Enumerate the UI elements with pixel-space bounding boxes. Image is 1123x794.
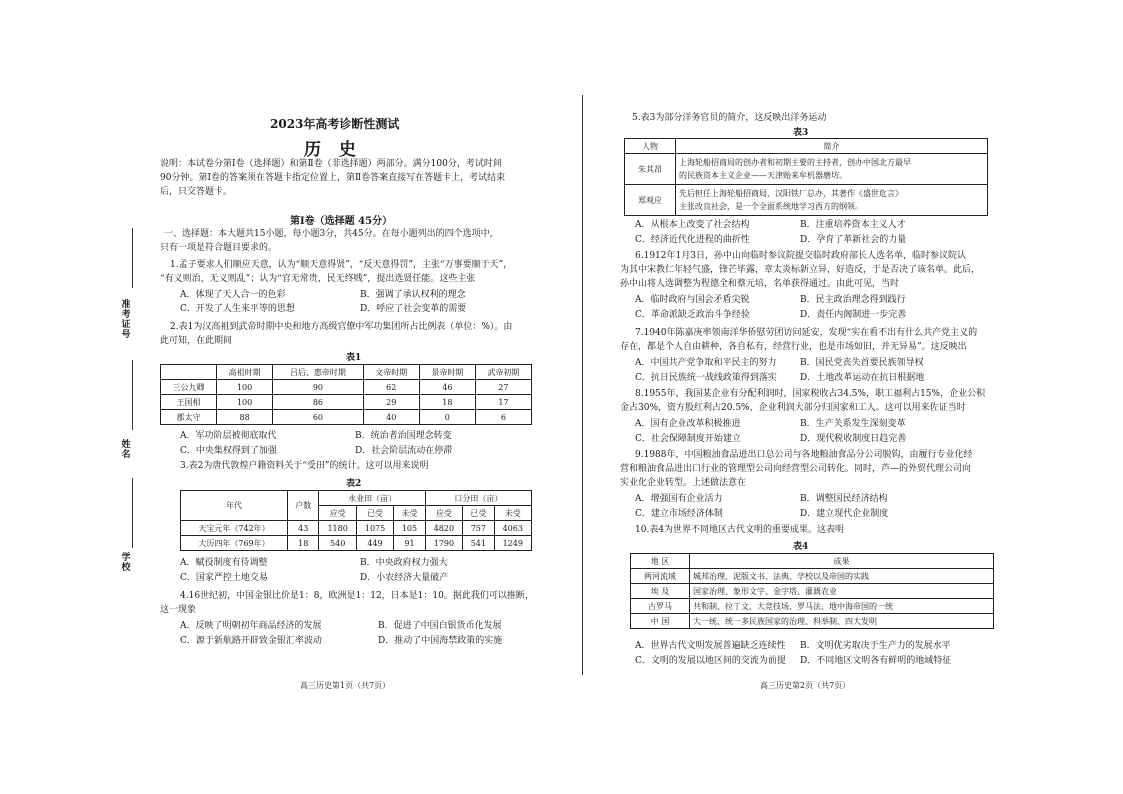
table-cell: [676, 185, 988, 216]
q1-option-d: D．呼应了社会变革的需要: [360, 304, 467, 314]
table-row: [625, 185, 988, 216]
question-7-stem: 7.1940年陈嘉庚率领南洋华侨慰劳团访问延安，发现“实在看不出有什么共产党主义的: [635, 328, 978, 338]
table-header: 年代: [181, 491, 288, 521]
table-cell: 43: [288, 521, 319, 536]
table-cell-line: 主张改良社会，是一个全面系统地学习西方的纲领。: [679, 202, 863, 211]
q2-option-c: C．中央集权得到了加强: [180, 446, 277, 456]
q4-option-b: B．促进了中国白银货币化发展: [378, 621, 502, 631]
table-cell: 90: [273, 380, 364, 395]
table-header: [161, 365, 217, 380]
table-row: [161, 380, 532, 395]
q3-option-b: B．中央政府权力强大: [360, 558, 448, 568]
question-9-stem: 实业化企业转型。上述做法意在: [620, 478, 747, 488]
table-cell: 天宝元年（742年）: [181, 521, 288, 536]
table-cell: 共和制、拉丁文、大竞技场、罗马法、地中海帝国的一统: [690, 599, 994, 614]
table-cell: 62: [363, 380, 419, 395]
question-6-stem: 6.1912年1月3日，孙中山向临时参议院提交临时政府部长人选名单，临时参议院认: [635, 251, 966, 261]
table-cell: 6: [475, 410, 531, 425]
table-cell: 1790: [425, 536, 462, 551]
question-7-stem: 存在，都是个人自由耕种，各自私有，经营行业，也是市场如旧，并无异易”。这反映出: [620, 342, 967, 352]
table-header-row: [625, 139, 988, 154]
table-cell: 46: [419, 380, 475, 395]
q7-option-d: D．土地改革运动在抗日根据地: [800, 373, 925, 383]
table-header: 未受: [494, 506, 531, 521]
table-header: 文帝时期: [363, 365, 419, 380]
table-cell: 国家治理、象形文字、金字塔、灌溉农业: [690, 584, 994, 599]
table-cell: 0: [419, 410, 475, 425]
q3-option-c: C．国家严控土地交易: [180, 573, 268, 583]
table-cell: 埃 及: [631, 584, 690, 599]
table-cell: 郑观应: [625, 185, 676, 216]
section-intro: 只有一项是符合题目要求的。: [160, 243, 278, 253]
table-header: 已受: [356, 506, 393, 521]
table-cell: 17: [475, 395, 531, 410]
table-cell: 三公九卿: [161, 380, 217, 395]
section-intro: 一、选择题：本大题共15小题，每小题3分，共45分。在每小题列出的四个选项中，: [164, 229, 499, 239]
table-cell: 105: [394, 521, 425, 536]
q9-option-a: A．增强国有企业活力: [635, 494, 723, 504]
question-4-stem: 4.16世纪初，中国金银比价是1：8，欧洲是1：12，日本是1：10。据此我们可以推断，: [180, 591, 534, 601]
table-row: [625, 154, 988, 185]
exam-title: 2023年高考诊断性测试: [270, 117, 400, 131]
q5-option-c: C．经济近代化进程的曲折性: [635, 235, 750, 245]
q5-option-d: D．孕育了革新社会的力量: [800, 235, 907, 245]
exam-number-label: 准考证号: [121, 300, 131, 340]
q6-option-a: A．临时政府与国会矛盾尖锐: [635, 295, 750, 305]
table-cell: 100: [217, 380, 273, 395]
table-row: [161, 395, 532, 410]
table-cell: 大一统、统一多民族国家的治理、科举制、四大发明: [690, 614, 994, 629]
question-6-stem: 孙中山将人选调整为程德全和蔡元培，名单获得通过。由此可见，当时: [620, 279, 900, 289]
table-header-row: [161, 365, 532, 380]
q10-option-d: D．不同地区文明各有鲜明的地域特征: [800, 656, 952, 666]
q7-option-a: A．中国共产党争取和平民主的努力: [635, 358, 777, 368]
table-cell: 18: [288, 536, 319, 551]
table-header: 武帝初期: [475, 365, 531, 380]
q7-option-c: C．抗日民族统一战线政策得到落实: [635, 373, 777, 383]
table-1-caption: 表1: [346, 353, 362, 363]
subject-title: 历 史: [304, 140, 362, 160]
page-footer: 高三历史第1页（共7页）: [300, 681, 391, 690]
table-header: 成果: [690, 554, 994, 569]
table-cell: 4820: [425, 521, 462, 536]
question-1-stem: 1.孟子要求人们顺应天意，认为“顺天意得贤”，“反天意得罚”，主张“万事要顺于天”，: [170, 260, 513, 270]
binding-line: [132, 360, 133, 430]
table-header: 户数: [288, 491, 319, 521]
table-cell: 100: [217, 395, 273, 410]
table-header-row: [631, 554, 994, 569]
question-8-stem: 8.1955年，我国某企业有分配利润时，国家税收占34.5%，职工福利占15%，企业公积: [635, 389, 986, 399]
table-row: [181, 521, 532, 536]
table-header: 应受: [425, 506, 462, 521]
q9-option-b: B．调整国民经济结构: [800, 494, 888, 504]
instruction-line: 后，只交答题卡。: [160, 187, 233, 197]
q6-option-b: B．民主政治理念得到践行: [800, 295, 906, 305]
school-label: 学校: [121, 553, 131, 573]
table-cell: 中 国: [631, 614, 690, 629]
table-row: [631, 614, 994, 629]
q3-option-a: A．赋役制度有待调整: [180, 558, 268, 568]
table-cell-line: 上海轮船招商局的创办者和初期主要的主持者，创办中国北方最早: [679, 158, 911, 167]
q10-option-b: B．文明优劣取决于生产力的发展水平: [800, 641, 951, 651]
page-footer: 高三历史第2页（共7页）: [760, 681, 851, 690]
table-row: [631, 569, 994, 584]
q10-option-c: C．文明的发展以地区间的交流为前提: [635, 656, 786, 666]
table-header: 吕后、惠帝时期: [273, 365, 364, 380]
question-3-stem: 3.表2为唐代敦煌户籍资料关于“受田”的统计。这可以用来说明: [180, 461, 429, 471]
q4-option-a: A．反映了明朝初年商品经济的发展: [180, 621, 322, 631]
table-cell: 城邦治理、泥版文书、法典、学校以及帝国的实践: [690, 569, 994, 584]
table-header: 人物: [625, 139, 676, 154]
question-5-stem: 5.表3为部分洋务官员的简介，这反映出洋务运动: [632, 113, 827, 123]
q1-option-a: A．体现了天人合一的色彩: [180, 290, 286, 300]
table-cell: 古罗马: [631, 599, 690, 614]
table-row: [181, 536, 532, 551]
table-header: 景帝时期: [419, 365, 475, 380]
q5-option-a: A．从根本上改变了社会结构: [635, 220, 750, 230]
table-cell: 两河流域: [631, 569, 690, 584]
table-cell: 86: [273, 395, 364, 410]
table-cell: 449: [356, 536, 393, 551]
q8-option-c: C．社会保障制度开始建立: [635, 434, 741, 444]
q8-option-d: D．现代税收制度日趋完善: [800, 434, 907, 444]
table-cell: 540: [319, 536, 356, 551]
table-header-row: [181, 491, 532, 506]
question-6-stem: 为其中宋教仁年轻气盛，锋芒毕露，章太炎标新立异，好造反，于是否决了该名单。此后，: [620, 265, 981, 275]
table-cell: 91: [394, 536, 425, 551]
table-row: [631, 599, 994, 614]
table-2: [180, 490, 532, 551]
q1-option-b: B．强调了承认权利的理念: [360, 290, 466, 300]
q7-option-b: B．国民党丧失首要民族领导权: [800, 358, 924, 368]
table-3-caption: 表3: [793, 128, 809, 138]
q2-option-b: B．统治者治国理念转变: [355, 431, 452, 441]
q6-option-d: D．责任内阁制进一步完善: [800, 310, 907, 320]
table-cell: 1180: [319, 521, 356, 536]
table-cell: 40: [363, 410, 419, 425]
q8-option-b: B．生产关系发生深刻变革: [800, 419, 906, 429]
table-cell-line: 的民族资本主义企业——天津贻来牟机器磨坊。: [679, 171, 847, 180]
table-header: 应受: [319, 506, 356, 521]
question-10-stem: 10.表4为世界不同地区古代文明的重要成果。这表明: [635, 525, 845, 535]
table-header: 高祖时期: [217, 365, 273, 380]
table-cell: 4063: [494, 521, 531, 536]
table-cell: [676, 154, 988, 185]
table-cell: 王国相: [161, 395, 217, 410]
table-cell: 1249: [494, 536, 531, 551]
q9-option-c: C．建立市场经济体制: [635, 509, 723, 519]
table-cell: 18: [419, 395, 475, 410]
table-cell: 1075: [356, 521, 393, 536]
table-2-caption: 表2: [346, 479, 362, 489]
table-cell: 郡太守: [161, 410, 217, 425]
binding-line: [132, 478, 133, 548]
table-cell: 60: [273, 410, 364, 425]
table-header: 简介: [676, 139, 988, 154]
table-cell: 88: [217, 410, 273, 425]
q1-option-c: C．开发了人生来平等的思想: [180, 304, 295, 314]
table-3: [624, 138, 988, 216]
q10-option-a: A．世界古代文明发展普遍缺乏连续性: [635, 641, 786, 651]
q3-option-d: D．小农经济大量破产: [360, 573, 449, 583]
instruction-line: 说明：本试卷分第Ⅰ卷（选择题）和第Ⅱ卷（非选择题）两部分。满分100分，考试时间: [160, 159, 502, 169]
table-cell: 541: [463, 536, 494, 551]
table-row: [161, 410, 532, 425]
instruction-line: 90分钟。第Ⅰ卷的答案须在答题卡指定位置上，第Ⅱ卷答案直接写在答题卡上，考试结束: [160, 173, 506, 183]
question-2-stem: 此可知，在此期间: [160, 336, 233, 346]
table-cell: 29: [363, 395, 419, 410]
table-4: [630, 553, 994, 629]
name-label: 姓名: [121, 440, 131, 460]
table-header: 地 区: [631, 554, 690, 569]
question-9-stem: 营和粮油食品进出口行业的管理型公司向经营型公司转化。同时，芦—的外贸代理公司向: [620, 464, 972, 474]
table-4-caption: 表4: [793, 542, 809, 552]
q4-option-c: C．源于新航路开辟致金银汇率波动: [180, 636, 322, 646]
section-title: 第Ⅰ卷（选择题 45分）: [290, 216, 393, 227]
table-header: 口分田（亩）: [425, 491, 531, 506]
page-fold-divider: [582, 95, 583, 675]
table-cell: 朱其昂: [625, 154, 676, 185]
q9-option-d: D．建立现代企业制度: [800, 509, 889, 519]
q4-option-d: D．推动了中国海禁政策的实施: [378, 636, 503, 646]
table-header: 未受: [394, 506, 425, 521]
table-header: 已受: [463, 506, 494, 521]
question-9-stem: 9.1988年，中国粮油食品进出口总公司与各地粮油食品分公司脱钩，由履行专业化经: [635, 450, 973, 460]
table-cell: 大历四年（769年）: [181, 536, 288, 551]
q2-option-d: D．社会阶层流动在停滞: [355, 446, 453, 456]
question-4-stem: 这一现象: [160, 605, 197, 615]
q2-option-a: A．军功阶层被彻底取代: [180, 431, 277, 441]
table-1: [160, 364, 532, 425]
table-cell-line: 先后担任上海轮船招商局、汉阳铁厂总办，其著作《盛世危言》: [679, 189, 903, 198]
table-cell: 27: [475, 380, 531, 395]
q8-option-a: A．国有企业改革积极推进: [635, 419, 741, 429]
question-1-stem: “有义则治，无义则乱”；认为“官无常贵，民无终贱”，提出选贤任能。这些主张: [160, 274, 476, 284]
question-8-stem: 金占30%，资方股红利占20.5%，企业利润大部分归国家和工人。这可以用来佐证当时: [620, 403, 966, 413]
table-row: [631, 584, 994, 599]
table-header: 永业田（亩）: [319, 491, 425, 506]
q6-option-c: C．革命派缺乏政治斗争经验: [635, 310, 750, 320]
table-cell: 757: [463, 521, 494, 536]
q5-option-b: B．注重培养资本主义人才: [800, 220, 906, 230]
question-2-stem: 2.表1为汉高祖到武帝时期中央和地方高级官僚中军功集团所占比例表（单位：%）。由: [170, 322, 513, 332]
binding-line: [132, 228, 133, 288]
